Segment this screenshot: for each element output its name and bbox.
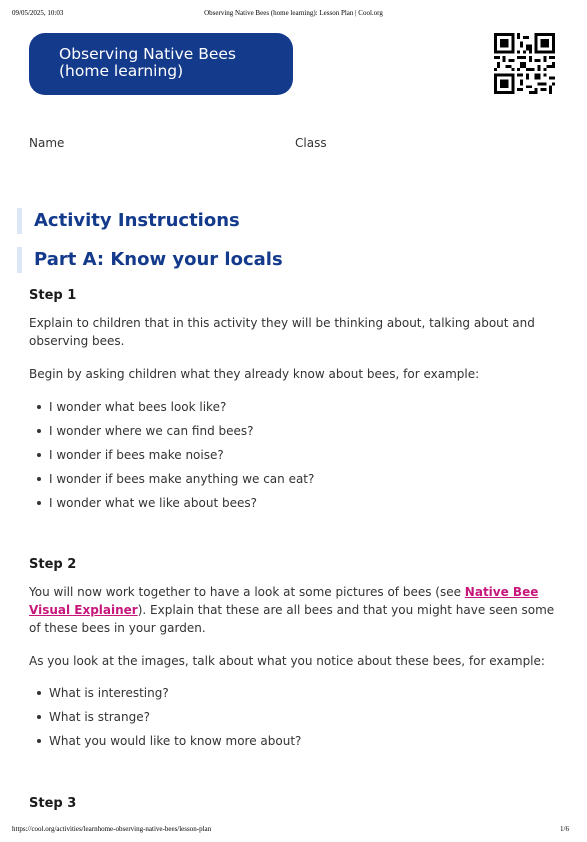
list-item: I wonder what we like about bees? (37, 494, 314, 518)
title-line-1: Observing Native Bees (59, 45, 236, 63)
list-item: I wonder where we can find bees? (37, 422, 314, 446)
part-a-heading: Part A: Know your locals (17, 247, 283, 273)
step-2-intro-text-after: ). Explain that these are all bees and that you might have seen some of these bees in your garden. (29, 603, 555, 635)
title-banner (29, 33, 293, 95)
step-2-question-list (37, 684, 301, 756)
step-2-intro (29, 583, 559, 637)
list-item: What is interesting? (37, 684, 301, 708)
step-1-prompt: Begin by asking children what they already know about bees, for example: (29, 367, 480, 381)
step-2-heading: Step 2 (29, 557, 77, 572)
native-bee-visual-explainer-link[interactable]: Native Bee Visual Explainer (29, 585, 539, 617)
print-page-title: Observing Native Bees (home learning): Lesson Plan | Cool.org (204, 9, 383, 17)
list-item: What you would like to know more about? (37, 732, 301, 756)
print-datetime: 09/05/2025, 10:03 (12, 9, 64, 17)
step-2-prompt: As you look at the images, talk about what you notice about these bees, for example: (29, 654, 545, 668)
name-label: Name (29, 136, 65, 150)
qr-code-icon (494, 33, 555, 94)
step-3-heading: Step 3 (29, 796, 77, 811)
step-2-intro-text-before: You will now work together to have a look at some pictures of bees (see (29, 585, 465, 599)
print-url: https://cool.org/activities/learnhome-observing-native-bees/lesson-plan (12, 825, 212, 833)
title-line-2: (home learning) (59, 62, 184, 80)
list-item: What is strange? (37, 708, 301, 732)
activity-instructions-heading: Activity Instructions (17, 208, 240, 234)
class-label: Class (295, 136, 327, 150)
page-number: 1/6 (560, 825, 569, 833)
step-1-intro: Explain to children that in this activity they will be thinking about, talking about and observing bees. (29, 316, 535, 348)
step-1-question-list (37, 398, 314, 518)
step-1-heading: Step 1 (29, 288, 77, 303)
list-item: I wonder what bees look like? (37, 398, 314, 422)
list-item: I wonder if bees make noise? (37, 446, 314, 470)
list-item: I wonder if bees make anything we can eat? (37, 470, 314, 494)
